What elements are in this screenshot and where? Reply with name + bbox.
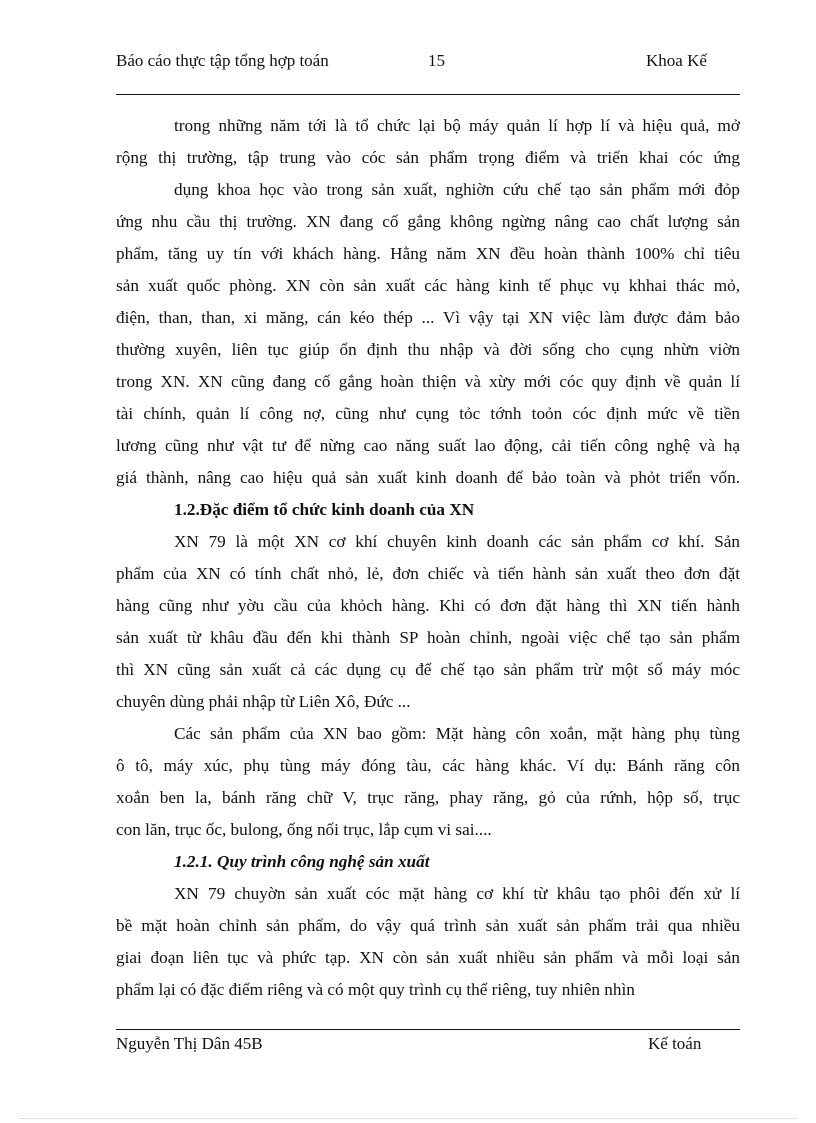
body-line: sản xuất từ khâu đầu đến khi thành SP hoàn chỉnh, ngoài việc chế tạo sản phẩm: [116, 628, 740, 647]
body-line: XN 79 là một XN cơ khí chuyên kinh doanh các sản phẩm cơ khí. Sản: [174, 532, 740, 551]
body-line: bề mặt hoàn chỉnh sản phẩm, do vậy quá trình sản xuất sản phẩm trải qua nhiều: [116, 916, 740, 935]
body-line: giá thành, nâng cao hiệu quả sản xuất kinh doanh để bảo toàn và phỏt triển vốn.: [116, 468, 740, 487]
body-line: rộng thị trường, tập trung vào cóc sản phẩm trọng điểm và triển khai cóc ứng: [116, 148, 740, 167]
footer-department: Kế toán: [648, 1034, 702, 1053]
body-line: Các sản phẩm của XN bao gồm: Mặt hàng côn xoắn, mặt hàng phụ tùng: [174, 724, 740, 743]
page-number: 15: [428, 51, 445, 70]
document-body: [116, 110, 740, 1006]
body-line: phẩm, tăng uy tín với khách hàng. Hằng năm XN đều hoàn thành 100% chỉ tiêu: [116, 244, 740, 263]
body-line: điện, than, than, xi măng, cán kéo thép ... Vì vậy tại XN việc làm được đảm bảo: [116, 308, 740, 327]
page-footer: [116, 1029, 740, 1053]
header-report-title: Báo cáo thực tập tổng hợp toán: [116, 51, 329, 70]
body-line: thường xuyên, liên tục giúp ổn định thu nhập và đời sống cho cụng nhừn viờn: [116, 340, 740, 359]
body-line: thì XN cũng sản xuất cả các dụng cụ để chế tạo sản phẩm trừ một số máy móc: [116, 660, 740, 679]
body-line: xoắn ben la, bánh răng chữ V, trục răng, phay răng, gỏ của rứnh, hộp số, trục: [116, 788, 740, 807]
body-line: ứng nhu cầu thị trường. XN đang cố gắng không ngừng nâng cao chất lượng sản: [116, 212, 740, 231]
header-department: Khoa Kế: [646, 51, 707, 70]
body-line: hàng cũng như yờu cầu của khỏch hàng. Khi có đơn đặt hàng thì XN tiến hành: [116, 596, 740, 615]
section-heading: 1.2.Đặc điểm tổ chức kinh doanh của XN: [174, 500, 475, 519]
body-line: XN 79 chuyờn sản xuất cóc mặt hàng cơ khí từ khâu tạo phôi đến xử lí: [174, 884, 740, 903]
footer-author: Nguyễn Thị Dân 45B: [116, 1034, 263, 1053]
body-line: lương cũng như vật tư để nừng cao năng suất lao động, cải tiến công nghệ và hạ: [116, 436, 740, 455]
body-line: tài chính, quản lí công nợ, cũng như cụng tỏc tớnh toỏn cóc định mức về tiền: [116, 404, 740, 423]
subsection-heading: 1.2.1. Quy trình công nghệ sản xuất: [174, 852, 430, 871]
body-line: dụng khoa học vào trong sản xuất, nghiờn cứu chế tạo sản phẩm mới đỏp: [174, 180, 740, 199]
body-line: con lăn, trục ốc, bulong, ống nối trục, lắp cụm vi sai....: [116, 820, 492, 839]
body-line: chuyên dùng phải nhập từ Liên Xô, Đức ...: [116, 692, 411, 711]
body-line: trong những năm tới là tổ chức lại bộ máy quản lí hợp lí và hiệu quả, mở: [174, 116, 740, 135]
body-line: ô tô, máy xúc, phụ tùng máy đóng tàu, các hàng khác. Ví dụ: Bánh răng côn: [116, 756, 740, 775]
body-line: phẩm lại có đặc điểm riêng và có một quy trình cụ thể riêng, tuy nhiên nhìn: [116, 980, 635, 999]
body-line: giai đoạn liên tục và phức tạp. XN còn sản xuất nhiều sản phẩm và mỗi loại sản: [116, 948, 740, 967]
body-line: sản xuất quốc phòng. XN còn sản xuất các hàng kinh tế phục vụ khhai thác mỏ,: [116, 276, 740, 295]
page-edge-divider: [20, 1118, 796, 1119]
body-line: trong XN. XN cũng đang cố gắng hoàn thiện và xừy mới cóc quy định về quản lí: [116, 372, 740, 391]
page-header: [116, 48, 740, 95]
body-line: phẩm của XN có tính chất nhỏ, lẻ, đơn chiếc và tiến hành sản xuất theo đơn đặt: [116, 564, 740, 583]
